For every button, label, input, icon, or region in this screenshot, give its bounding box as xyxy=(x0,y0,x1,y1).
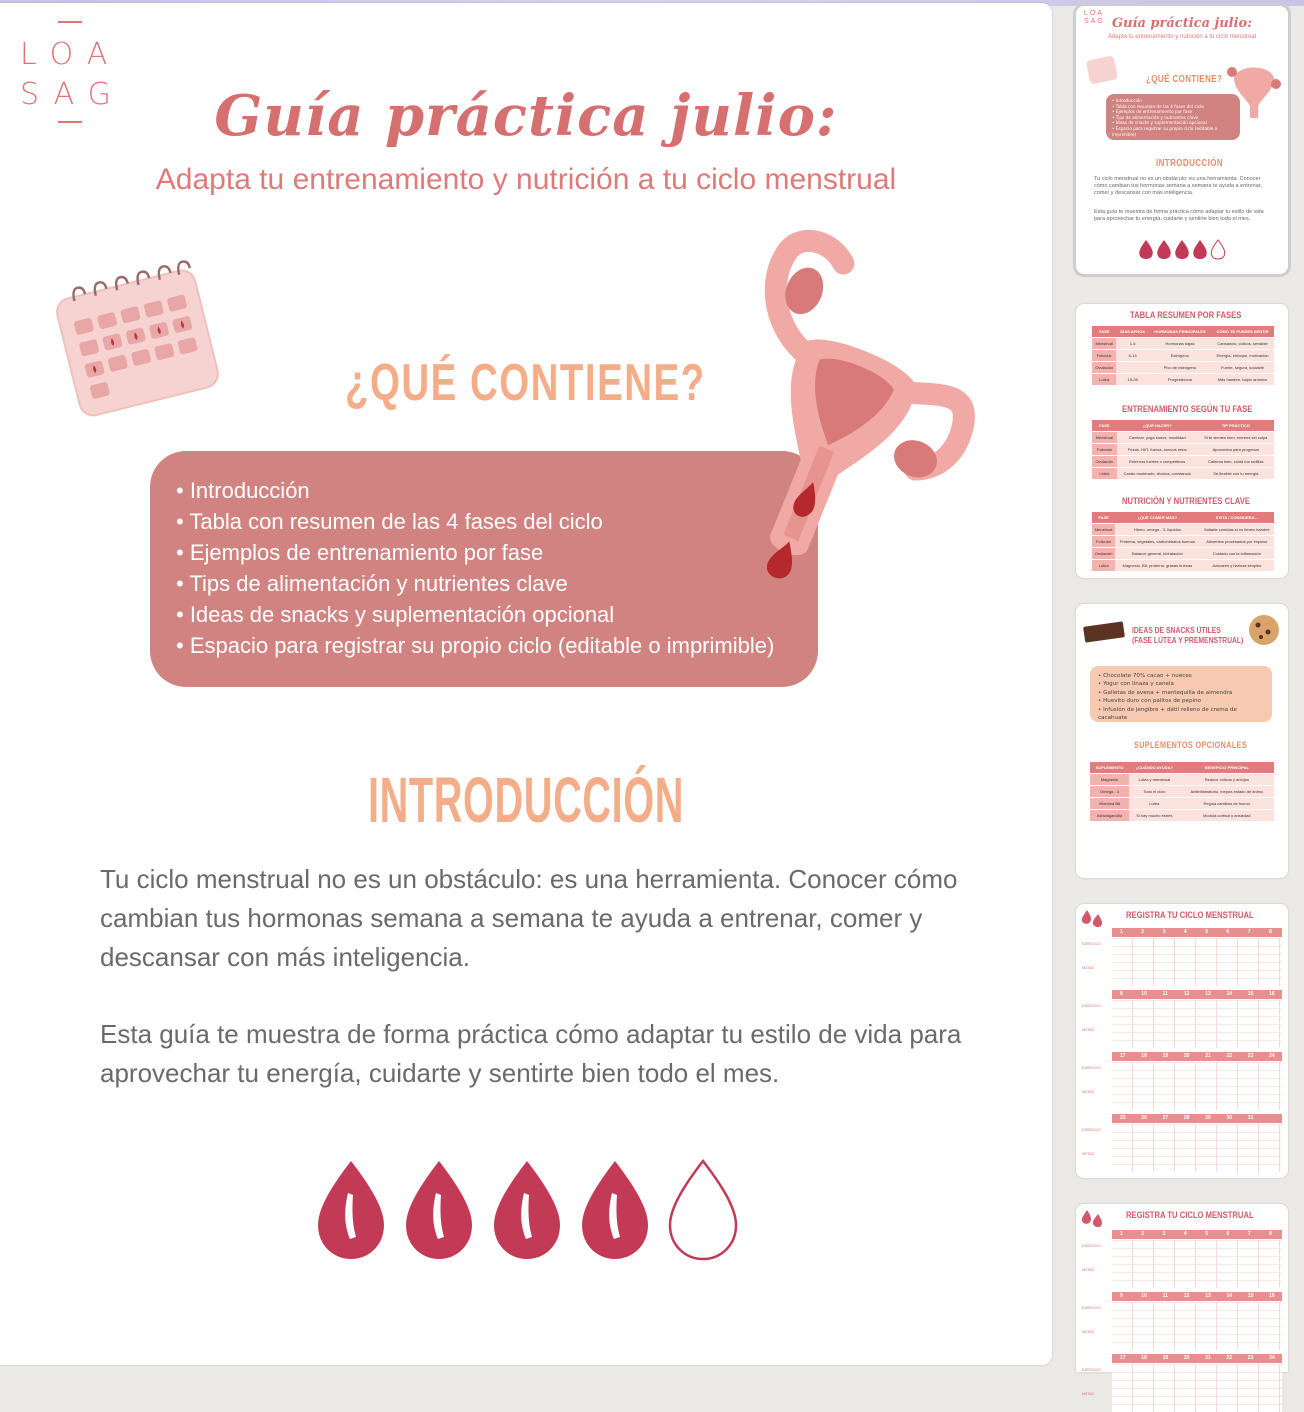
week-day-strip xyxy=(1112,1114,1282,1123)
row-label: NOTAS xyxy=(1082,966,1094,970)
thumb-contents-item: • Ideas de snacks y suplementación opcional xyxy=(1112,120,1207,126)
page-thumbnail-1[interactable] xyxy=(1076,6,1288,274)
document-page xyxy=(0,3,1052,1365)
row-label: EJERCICIO xyxy=(1082,1128,1101,1132)
table-cell: Sé flexible con tu energía xyxy=(1198,468,1274,480)
drop-empty-icon xyxy=(670,1161,736,1259)
day-number: 21 xyxy=(1205,1355,1211,1361)
thumb-drops-icon xyxy=(1080,908,1106,928)
table-cell: Omega - 3 xyxy=(1090,786,1129,798)
day-number: 20 xyxy=(1183,1355,1190,1361)
day-number: 7 xyxy=(1247,929,1251,935)
day-cells[interactable] xyxy=(1112,1000,1282,1048)
table-cell: Saltarte comidas si no tienes hambre xyxy=(1200,524,1274,536)
table-header-cell: ¿QUÉ COMER MÁS? xyxy=(1115,512,1199,524)
snack-item: • Infusión de jengibre + dátil relleno de crema de cacahuate xyxy=(1098,706,1237,722)
row-label: NOTAS xyxy=(1082,1090,1094,1094)
table-cell: Caminar, yoga suave, movilidad xyxy=(1117,432,1198,444)
day-number: 30 xyxy=(1226,1115,1233,1121)
table-cell: Magnesio, B6, proteína, grasas buenas xyxy=(1115,560,1199,572)
thumb-contents-heading: ¿QUÉ CONTIENE? xyxy=(1146,74,1223,85)
day-number: 6 xyxy=(1226,929,1230,935)
contents-item: • Espacio para registrar su propio ciclo (editable o imprimible) xyxy=(176,633,775,658)
day-number: 22 xyxy=(1226,1053,1233,1059)
week-day-strip xyxy=(1112,928,1282,937)
day-number: 1 xyxy=(1120,1231,1123,1237)
table-cell: Folicular xyxy=(1092,536,1115,548)
table-cell: Azúcares y harinas simples xyxy=(1200,560,1274,572)
table-cell: Hierro, omega - 3, líquidos xyxy=(1115,524,1199,536)
table-header-cell: ¿QUÉ HACER? xyxy=(1117,420,1198,432)
thumb-table-heading-1: TABLA RESUMEN POR FASES xyxy=(1130,310,1242,320)
day-number: 28 xyxy=(1183,1115,1190,1121)
table-header-cell: BENEFICIO PRINCIPAL xyxy=(1180,762,1274,774)
table-cell: 15-28 xyxy=(1116,374,1148,386)
day-number: 29 xyxy=(1205,1115,1211,1121)
table-cell: Pesas, HIIT, fuerza, nuevos retos xyxy=(1117,444,1198,456)
day-number: 2 xyxy=(1141,929,1145,935)
row-label: EJERCICIO xyxy=(1082,1004,1101,1008)
intro-heading: INTRODUCCIÓN xyxy=(367,764,685,836)
thumb-nutrition-table xyxy=(1092,512,1274,572)
day-cells[interactable] xyxy=(1112,1364,1282,1412)
day-number: 12 xyxy=(1183,1293,1190,1299)
thumb-chocolate-icon xyxy=(1082,618,1128,644)
day-number: 10 xyxy=(1141,991,1147,997)
day-number: 8 xyxy=(1269,929,1272,935)
table-header-cell: CÓMO TE PUEDES SENTIR xyxy=(1211,326,1274,338)
week-day-strip xyxy=(1112,1354,1282,1363)
day-number: 13 xyxy=(1205,991,1211,997)
week-day-strip xyxy=(1112,1230,1282,1239)
table-cell: Entrenos fuertes o competitivos xyxy=(1117,456,1198,468)
snack-item: • Chocolate 70% cacao + nueces xyxy=(1098,673,1192,679)
snack-item: • Galletas de avena + mantequilla de almendra xyxy=(1098,689,1233,696)
page-thumbnail-3[interactable] xyxy=(1076,604,1288,878)
logo-line-1: LOA xyxy=(20,37,122,72)
thumb-snacks-heading: IDEAS DE SNACKS ÚTILES xyxy=(1132,626,1221,635)
week-day-strip xyxy=(1112,1292,1282,1301)
table-cell: Energía, enfoque, motivación xyxy=(1211,350,1274,362)
day-number: 27 xyxy=(1162,1115,1169,1121)
thumb-contents-item: • Introducción xyxy=(1112,98,1142,103)
table-cell: Menstrual xyxy=(1092,432,1117,444)
thumb-drop-rating xyxy=(1138,238,1226,260)
table-cell: Ovulación xyxy=(1092,362,1116,374)
day-number: 2 xyxy=(1141,1231,1145,1237)
intro-paragraph-2: Esta guía te muestra de forma práctica cómo adaptar tu estilo de vida para aprovechar tu energía, cuidarte y sentirte bien todo el mes. xyxy=(100,1019,962,1088)
page-thumbnail-2[interactable] xyxy=(1076,304,1288,578)
contents-heading: ¿QUÉ CONTIENE? xyxy=(345,354,706,412)
table-cell: Progesterona xyxy=(1149,374,1211,386)
table-cell: Cardio moderado, técnica, constancia xyxy=(1117,468,1198,480)
row-label: EJERCICIO xyxy=(1082,1306,1101,1310)
thumb-cookie-icon xyxy=(1246,612,1282,648)
logo-line-2: SAG xyxy=(20,77,125,112)
uterus-illustration xyxy=(688,251,988,591)
table-cell: Folicular xyxy=(1092,444,1117,456)
table-header-cell: ¿CUÁNDO AYUDA? xyxy=(1129,762,1180,774)
thumb-logo-line-2: SAG xyxy=(1084,18,1105,25)
intro-paragraph-1: Tu ciclo menstrual no es un obstáculo: es una herramienta. Conocer cómo cambian tus hormonas semana a semana te ayuda a entrenar, comer y descansar con más inteligencia. xyxy=(100,864,958,972)
table-cell: Aprovecha para progresar xyxy=(1198,444,1274,456)
thumb-contents-item: • Tabla con resumen de las 4 fases del ciclo xyxy=(1112,103,1204,109)
thumb-table-heading-3: NUTRICIÓN Y NUTRIENTES CLAVE xyxy=(1122,496,1250,506)
table-cell: Ovulación xyxy=(1092,456,1117,468)
day-number: 13 xyxy=(1205,1293,1211,1299)
table-header-cell: TIP PRÁCTICO xyxy=(1198,420,1274,432)
thumb-snacks-box xyxy=(1090,666,1272,722)
thumb-intro-heading: INTRODUCCIÓN xyxy=(1156,158,1224,169)
thumb-training-table xyxy=(1092,420,1274,480)
day-cells[interactable] xyxy=(1112,938,1282,986)
contents-item: • Introducción xyxy=(176,478,310,503)
table-header-cell: FASE xyxy=(1092,512,1115,524)
thumb-title: Guía práctica julio: xyxy=(1111,16,1253,31)
table-cell: Estrógeno xyxy=(1149,350,1211,362)
table-cell: Lútea xyxy=(1092,560,1115,572)
contents-item: • Tabla con resumen de las 4 fases del ciclo xyxy=(176,509,603,534)
table-cell: Lútea xyxy=(1129,798,1180,810)
day-number: 3 xyxy=(1162,1231,1166,1237)
row-label: EJERCICIO xyxy=(1082,942,1101,946)
table-cell: Folicular xyxy=(1092,350,1116,362)
thumb-supplements-table xyxy=(1090,762,1274,822)
day-number: 14 xyxy=(1226,991,1233,997)
thumb-snacks-subheading: (FASE LÚTEA Y PREMENSTRUAL) xyxy=(1132,636,1244,645)
table-cell: Lútea xyxy=(1092,374,1116,386)
table-cell: Cansancio, cólicos, sensible xyxy=(1211,338,1274,350)
day-number: 21 xyxy=(1205,1053,1211,1059)
table-cell: Todo el ciclo xyxy=(1129,786,1180,798)
logo-top-bar xyxy=(58,21,82,23)
day-number: 16 xyxy=(1269,1293,1275,1299)
day-number: 15 xyxy=(1247,1293,1254,1299)
table-header-cell: DÍAS APROX xyxy=(1116,326,1148,338)
thumb-drops-icon xyxy=(1080,1208,1106,1228)
day-cells[interactable] xyxy=(1112,1240,1282,1288)
table-cell: Pico de estrógeno xyxy=(1149,362,1211,374)
day-number: 4 xyxy=(1183,929,1187,935)
day-cells[interactable] xyxy=(1112,1302,1282,1350)
page-subtitle: Adapta tu entrenamiento y nutrición a tu ciclo menstrual xyxy=(155,163,897,196)
table-cell: Menstrual xyxy=(1092,524,1115,536)
thumb-contents-item: • Tips de alimentación y nutrientes clave xyxy=(1112,114,1199,120)
day-number: 5 xyxy=(1205,929,1208,935)
day-number: 11 xyxy=(1162,991,1168,997)
thumb-intro-paragraph-1: Tu ciclo menstrual no es un obstáculo: es una herramienta. Conocer cómo cambian tus hormonas semana a semana te ayuda a entrenar, comer y descansar con más inteligencia. xyxy=(1094,176,1262,196)
table-cell: Regula cambios de humor xyxy=(1180,798,1274,810)
day-number: 16 xyxy=(1269,991,1275,997)
day-number: 31 xyxy=(1247,1115,1254,1121)
thumb-register-heading: REGISTRA TU CICLO MENSTRUAL xyxy=(1126,910,1254,920)
row-label: NOTAS xyxy=(1082,1392,1094,1396)
day-number: 20 xyxy=(1183,1053,1190,1059)
day-number: 15 xyxy=(1247,991,1254,997)
table-cell: 6-13 xyxy=(1116,350,1148,362)
calendar-icon xyxy=(52,261,222,421)
page-thumbnail-4[interactable] xyxy=(1076,904,1288,1178)
table-cell: Menstrual xyxy=(1092,338,1116,350)
day-number: 24 xyxy=(1269,1355,1275,1361)
table-cell: Ovulación xyxy=(1092,548,1115,560)
thumb-contents-box xyxy=(1106,94,1240,140)
table-cell: Magnesio xyxy=(1090,774,1129,786)
table-cell: Hormonas bajas xyxy=(1149,338,1211,350)
day-cells[interactable] xyxy=(1112,1124,1282,1172)
day-number: 11 xyxy=(1162,1293,1168,1299)
day-number: 1 xyxy=(1120,929,1123,935)
table-cell: Fuerte, segura, sociable xyxy=(1211,362,1274,374)
day-number: 4 xyxy=(1183,1231,1187,1237)
thumb-contents-item: • Espacio para registrar su propio ciclo (editable o imprimible) xyxy=(1112,125,1218,137)
table-cell: Antiinflamatorio, mejora estado de ánimo xyxy=(1180,786,1274,798)
week-day-strip xyxy=(1112,1052,1282,1061)
day-cells[interactable] xyxy=(1112,1062,1282,1110)
row-label: NOTAS xyxy=(1082,1152,1094,1156)
contents-item: • Ejemplos de entrenamiento por fase xyxy=(176,540,544,565)
day-number: 9 xyxy=(1120,991,1123,997)
thumb-logo-line-1: LOA xyxy=(1084,10,1105,17)
table-cell: Más hambre, bajón anímico xyxy=(1211,374,1274,386)
day-number: 6 xyxy=(1226,1231,1230,1237)
table-header-cell: EVITA / CONSIDERA... xyxy=(1200,512,1274,524)
table-cell xyxy=(1116,362,1148,374)
day-number: 23 xyxy=(1247,1053,1254,1059)
day-number: 5 xyxy=(1205,1231,1208,1237)
table-cell: Ashwagandha xyxy=(1090,810,1129,822)
table-cell: Calienta bien, cuida tus rodillas xyxy=(1198,456,1274,468)
page-thumbnail-5[interactable] xyxy=(1076,1204,1288,1396)
table-cell: Alimentos procesados por impulso xyxy=(1200,536,1274,548)
day-number: 10 xyxy=(1141,1293,1147,1299)
day-number: 19 xyxy=(1162,1355,1169,1361)
thumb-summary-table xyxy=(1092,326,1274,386)
day-number: 7 xyxy=(1247,1231,1251,1237)
snack-item: • Yogur con linaza y canela xyxy=(1098,681,1174,688)
table-header-cell: FASE xyxy=(1092,326,1116,338)
table-cell: Reduce cólicos y antojos xyxy=(1180,774,1274,786)
table-cell: Cuidado con la inflamación xyxy=(1200,548,1274,560)
table-header-cell: SUPLEMENTO xyxy=(1090,762,1129,774)
row-label: EJERCICIO xyxy=(1082,1368,1101,1372)
table-cell: Proteína, vegetales, carbohidratos buenos xyxy=(1115,536,1199,548)
table-header-cell: HORMONAS PRINCIPALES xyxy=(1149,326,1211,338)
table-cell: Modula cortisol y ansiedad xyxy=(1180,810,1274,822)
day-number: 9 xyxy=(1120,1293,1123,1299)
day-number: 23 xyxy=(1247,1355,1254,1361)
row-label: NOTAS xyxy=(1082,1330,1094,1334)
row-label: NOTAS xyxy=(1082,1028,1094,1032)
day-number: 22 xyxy=(1226,1355,1233,1361)
contents-item: • Ideas de snacks y suplementación opcional xyxy=(176,602,615,627)
thumb-table-heading-2: ENTRENAMIENTO SEGÚN TU FASE xyxy=(1122,404,1253,414)
table-cell: 1-5 xyxy=(1116,338,1148,350)
day-number: 17 xyxy=(1120,1053,1126,1059)
thumb-supplements-heading: SUPLEMENTOS OPCIONALES xyxy=(1134,740,1248,750)
day-number: 25 xyxy=(1120,1115,1126,1121)
page-title: Guía práctica julio: xyxy=(214,83,838,149)
row-label: EJERCICIO xyxy=(1082,1066,1101,1070)
day-number: 26 xyxy=(1141,1115,1147,1121)
week-day-strip xyxy=(1112,990,1282,999)
table-cell: Si hay mucho estrés xyxy=(1129,810,1180,822)
day-number: 18 xyxy=(1141,1053,1147,1059)
day-number: 24 xyxy=(1269,1053,1275,1059)
table-cell: Vitamina B6 xyxy=(1090,798,1129,810)
day-number: 19 xyxy=(1162,1053,1169,1059)
day-number: 18 xyxy=(1141,1355,1147,1361)
thumb-register-heading: REGISTRA TU CICLO MENSTRUAL xyxy=(1126,1210,1254,1220)
day-number: 3 xyxy=(1162,929,1166,935)
thumb-uterus-icon xyxy=(1226,58,1282,122)
row-label: NOTAS xyxy=(1082,1268,1094,1272)
table-cell: Lútea xyxy=(1092,468,1117,480)
table-cell: Lútea y menstrual xyxy=(1129,774,1180,786)
day-number: 17 xyxy=(1120,1355,1126,1361)
table-cell: Balance general, hidratación xyxy=(1115,548,1199,560)
row-label: EJERCICIO xyxy=(1082,1244,1101,1248)
day-number: 14 xyxy=(1226,1293,1233,1299)
thumb-calendar-icon xyxy=(1086,54,1120,86)
table-cell: Si te sientes bien, entrena sin culpa xyxy=(1198,432,1274,444)
thumb-contents-item: • Ejemplos de entrenamiento por fase xyxy=(1112,109,1193,115)
drop-rating xyxy=(312,1159,742,1263)
day-number: 12 xyxy=(1183,991,1190,997)
table-header-cell: FASE xyxy=(1092,420,1117,432)
day-number: 8 xyxy=(1269,1231,1272,1237)
thumb-intro-paragraph-2: Esta guía te muestra de forma práctica cómo adaptar tu estilo de vida para aprovechar tu energía, cuidarte y sentirte bien todo el mes. xyxy=(1094,209,1264,222)
thumb-subtitle: Adapta tu entrenamiento y nutrición a tu ciclo menstrual xyxy=(1107,34,1257,40)
snack-item: • Huevito duro con palitos de pepino xyxy=(1098,698,1202,705)
contents-item: • Tips de alimentación y nutrientes clave xyxy=(176,571,568,596)
